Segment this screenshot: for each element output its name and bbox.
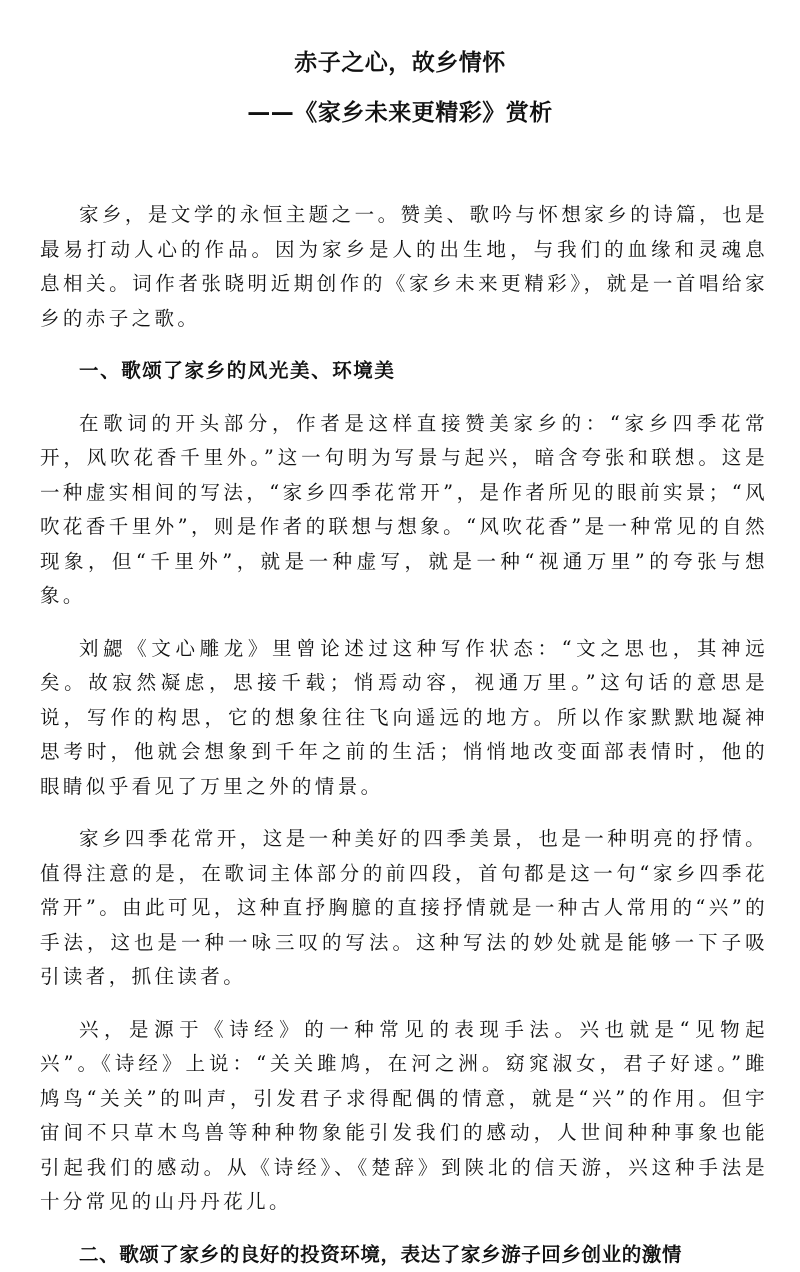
document-title: 赤子之心，故乡情怀 bbox=[0, 46, 800, 80]
document-subtitle: ——《家乡未来更精彩》赏析 bbox=[0, 96, 800, 130]
title-block bbox=[0, 46, 800, 130]
document-body bbox=[40, 198, 768, 1272]
paragraph-intro: 家乡，是文学的永恒主题之一。赞美、歌吟与怀想家乡的诗篇，也是最易打动人心的作品。因为家乡是人的出生地，与我们的血缘和灵魂息息相关。词作者张晓明近期创作的《家乡未来更精彩》，就是一首唱给家乡的赤子之歌。 bbox=[40, 198, 768, 336]
paragraph-four-seasons: 家乡四季花常开，这是一种美好的四季美景，也是一种明亮的抒情。值得注意的是，在歌词主体部分的前四段，首句都是这一句“家乡四季花常开”。由此可见，这种直抒胸臆的直接抒情就是一种古人常用的“兴”的手法，这也是一种一咏三叹的写法。这种写法的妙处就是能够一下子吸引读者，抓住读者。 bbox=[40, 822, 768, 995]
paragraph-lyrics-opening: 在歌词的开头部分，作者是这样直接赞美家乡的：“家乡四季花常开，风吹花香千里外。”这一句明为写景与起兴，暗含夸张和联想。这是一种虚实相间的写法，“家乡四季花常开”，是作者所见的眼前实景；“风吹花香千里外”，则是作者的联想与想象。“风吹花香”是一种常见的自然现象，但“千里外”，就是一种虚写，就是一种“视通万里”的夸张与想象。 bbox=[40, 407, 768, 614]
paragraph-xing-technique: 兴，是源于《诗经》的一种常见的表现手法。兴也就是“见物起兴”。《诗经》上说：“关关雎鸠，在河之洲。窈窕淑女，君子好逑。”雎鸠鸟“关关”的叫声，引发君子求得配偶的情意，就是“兴”的作用。但宇宙间不只草木鸟兽等种种物象能引发我们的感动，人世间种种事象也能引起我们的感动。从《诗经》、《楚辞》到陕北的信天游，兴这种手法是十分常见的山丹丹花儿。 bbox=[40, 1013, 768, 1220]
section-heading-1: 一、歌颂了家乡的风光美、环境美 bbox=[40, 354, 768, 389]
section-heading-2: 二、歌颂了家乡的良好的投资环境，表达了家乡游子回乡创业的激情 bbox=[40, 1238, 768, 1272]
paragraph-wenxin-diaolong: 刘勰《文心雕龙》里曾论述过这种写作状态：“文之思也，其神远矣。故寂然凝虑，思接千载；悄焉动容，视通万里。”这句话的意思是说，写作的构思，它的想象往往飞向遥远的地方。所以作家默默地凝神思考时，他就会想象到千年之前的生活；悄悄地改变面部表情时，他的眼睛似乎看见了万里之外的情景。 bbox=[40, 632, 768, 805]
